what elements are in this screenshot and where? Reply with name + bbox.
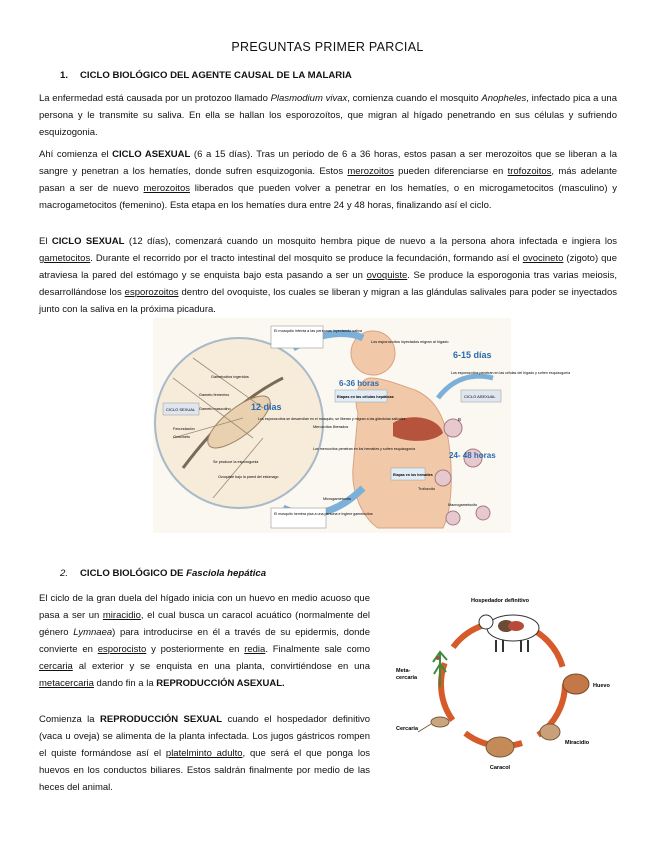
macrogametocito-label: Macrogametocito: [448, 503, 478, 507]
cercaria: [431, 717, 449, 727]
section2-number: 2.: [60, 568, 69, 579]
redia-term: redia: [244, 644, 266, 655]
fecundacion-label: Fecundación: [173, 427, 195, 431]
section1-paragraph-3: El CICLO SEXUAL (12 días), comenzará cuando un mosquito hembra pique de nuevo a la persona ahora infectada e ingiera los gametocitos. Durante el recorrido por el tracto intestinal del mosquito se produce la fecundación, formando así el ovocineto (zigoto) que atraviesa la pared del estómago y se enquista bajo esta pasando a ser un ovoquiste. Se produce la esporogonia tras varias meiosis, desarrollándose los esporozoitos dentro del ovoquiste, los cuales se liberan y migran a las glándulas salivales para poder se inyectados junto con la saliva en la próxima picadura.: [39, 236, 618, 315]
liver-stage-label: Etapas en las células hepáticas: [337, 395, 394, 399]
species-name: Plasmodium vivax: [270, 93, 348, 104]
section1-paragraph-1: La enfermedad está causada por un protozoo llamado Plasmodium vivax, comienza cuando el mosquito Anopheles, infectado pica a una persona y le transmite su saliva. En ella se hallan los esporozoítos, que migran al hígado penetrando en sus células y sufriendo esquizogonia.: [39, 93, 617, 138]
repro-sexual-term: REPRODUCCIÓN SEXUAL: [100, 714, 223, 725]
section1-heading: [60, 70, 352, 81]
esporozoitos-term: esporozoitos: [124, 287, 179, 298]
section2-heading: [60, 568, 266, 579]
cercaria-term: cercaria: [39, 661, 73, 672]
merozoitos-term-2: merozoitos: [143, 183, 190, 194]
metacercaria-cyst: [436, 656, 440, 660]
miracidio-label: Miracidio: [565, 740, 590, 746]
ciclo-asexual-term: CICLO ASEXUAL: [112, 149, 191, 160]
microgametocito-label: Microgametocito: [323, 497, 351, 501]
gametocitos-ingeridos-label: Gametocitos ingeridos: [211, 375, 249, 379]
six-fifteen-label: 6-15 días: [453, 350, 492, 360]
genus-name: Anopheles: [481, 93, 527, 104]
ovoquiste-term: ovoquiste: [366, 270, 408, 281]
gametocitos-term: gametocitos: [39, 253, 91, 264]
caracol-label: Caracol: [489, 765, 511, 771]
metacercaria-term: metacercaria: [39, 678, 94, 689]
section1-paragraph-2: Ahí comienza el CICLO ASEXUAL (6 a 15 días). Tras un periodo de 6 a 36 horas, estos pasan a ser merozoitos que se liberan a la sangre y penetran a los hematíes, donde sufren esquizogonia. Estos merozoitos pueden diferenciarse en trofozoitos, más adelante pasan a ser de nuevo merozoitos liberados que pueden volver a penetrar en los hematíes, o en microgametocitos (masculino) y macrogametocitos (femenino). Esta etapa en los hematíes dura entre 24 y 48 horas, finalizando así el ciclo.: [39, 149, 618, 211]
gameto-masc-label: Gameto masculino: [199, 407, 231, 411]
section2-paragraph-2: Comienza la REPRODUCCIÓN SEXUAL cuando el hospedador definitivo (vaca u oveja) se alimenta de la planta infectada. Los jugos gástricos rompen el quiste formándose así el platelminto adulto, que será el que ponga los huevos en los conductos biliares. Estos saldrán finalmente por medio de las heces del animal.: [39, 714, 370, 793]
sporo-develop-label: Los esporozoítos se desarrollan en el mosquito, se liberan y migran a las glándulas salivales: [258, 417, 406, 421]
snail: [486, 737, 514, 757]
section1-heading-text: CICLO BIOLÓGICO DEL AGENTE CAUSAL DE LA MALARIA: [80, 70, 352, 81]
rbc-4: [476, 506, 490, 520]
merozoitos-term: merozoitos: [347, 166, 394, 177]
ovocineto-term: ovocineto: [522, 253, 564, 264]
ciclo-sexual-term: CICLO SEXUAL: [51, 236, 125, 247]
section2-paragraph-1: El ciclo de la gran duela del hígado inicia con un huevo en medio acuoso que pasa a ser un miracidio, el cual busca un caracol acuático (normalmente del género Lymnaea) para introducirse en él a través de su epidermis, donde convierte en esporocisto y posteriormente en redia. Finalmente sale como cercaria al exterior y se enquista en una planta, convirtiéndose en una metacercaria dando fin a la REPRODUCCIÓN ASEXUAL.: [39, 593, 370, 689]
trofozoito-label: Trofozoíto: [418, 487, 435, 491]
page-title: PREGUNTAS PRIMER PARCIAL: [231, 40, 424, 54]
cercaria-label: Cercaria: [396, 726, 419, 732]
twelve-days-label: 12 días: [251, 402, 282, 412]
section1-number: 1.: [60, 70, 69, 81]
ciclo-sexual-label: CICLO SEXUAL: [166, 407, 196, 412]
metacercaria-label-2: cercaria: [396, 675, 418, 681]
rbc-2: [435, 470, 451, 486]
miracidium: [540, 724, 560, 740]
stage-hematies-label: Etapas en los hematíes: [393, 473, 433, 477]
figure-letter-b: B: [458, 417, 462, 422]
trofozoitos-term: trofozoitos: [507, 166, 552, 177]
merozoitos-liberados-label: Merozoítos liberados: [313, 425, 349, 429]
cow-liver: [508, 621, 524, 631]
metacercaria-label-1: Meta-: [396, 668, 411, 674]
twentyfour-label: 24- 48 horas: [449, 451, 496, 460]
miracidio-term: miracidio: [102, 610, 141, 621]
lymnaea-term: Lymnaea: [73, 627, 113, 638]
esporogonia-label: Se produce la esporogonia: [213, 460, 259, 464]
esporocisto-term: esporocisto: [97, 644, 147, 655]
section2-heading-species: Fasciola hepática: [186, 568, 267, 579]
ovocineto-label: Ovocineto: [173, 435, 191, 439]
egg: [563, 674, 589, 694]
ciclo-asexual-label: CICLO ASEXUAL: [464, 394, 496, 399]
gameto-fem-label: Gameto femenino: [199, 393, 230, 397]
fasciola-cycle-figure: [388, 592, 628, 777]
repro-asexual-term: REPRODUCCIÓN ASEXUAL.: [156, 678, 285, 689]
merozoitos-penetran-label: Los merozoítos penetran en los hematíes y sufren esquizogonia: [313, 447, 416, 451]
platelminto-term: platelminto adulto: [165, 748, 243, 759]
bite-bottom-box: [271, 508, 326, 528]
sporozoites-liver-label: Los esporozoítos inyectados migran al hígado: [371, 340, 449, 344]
hospedador-label: Hospedador definitivo: [470, 598, 530, 604]
six-thirtysix-label: 6-36 horas: [339, 379, 380, 388]
bite-top-label: El mosquito infecta a las personas inyectando saliva: [274, 329, 363, 333]
sporo-penetrate-label: Los esporozoítos penetran en las células del hígado y sufren esquizogonia: [451, 371, 571, 375]
rbc-3: [446, 511, 460, 525]
section2-heading-text: CICLO BIOLÓGICO DE: [80, 568, 187, 579]
malaria-cycle-figure: [153, 318, 571, 533]
ovoquiste-label: Ovoquiste bajo la pared del estómago: [218, 475, 279, 479]
bite-bottom-label: El mosquito hembra pica a una persona e ingiere gametocitos: [274, 512, 373, 516]
huevo-label: Huevo: [593, 683, 610, 689]
cow-head: [479, 615, 493, 629]
